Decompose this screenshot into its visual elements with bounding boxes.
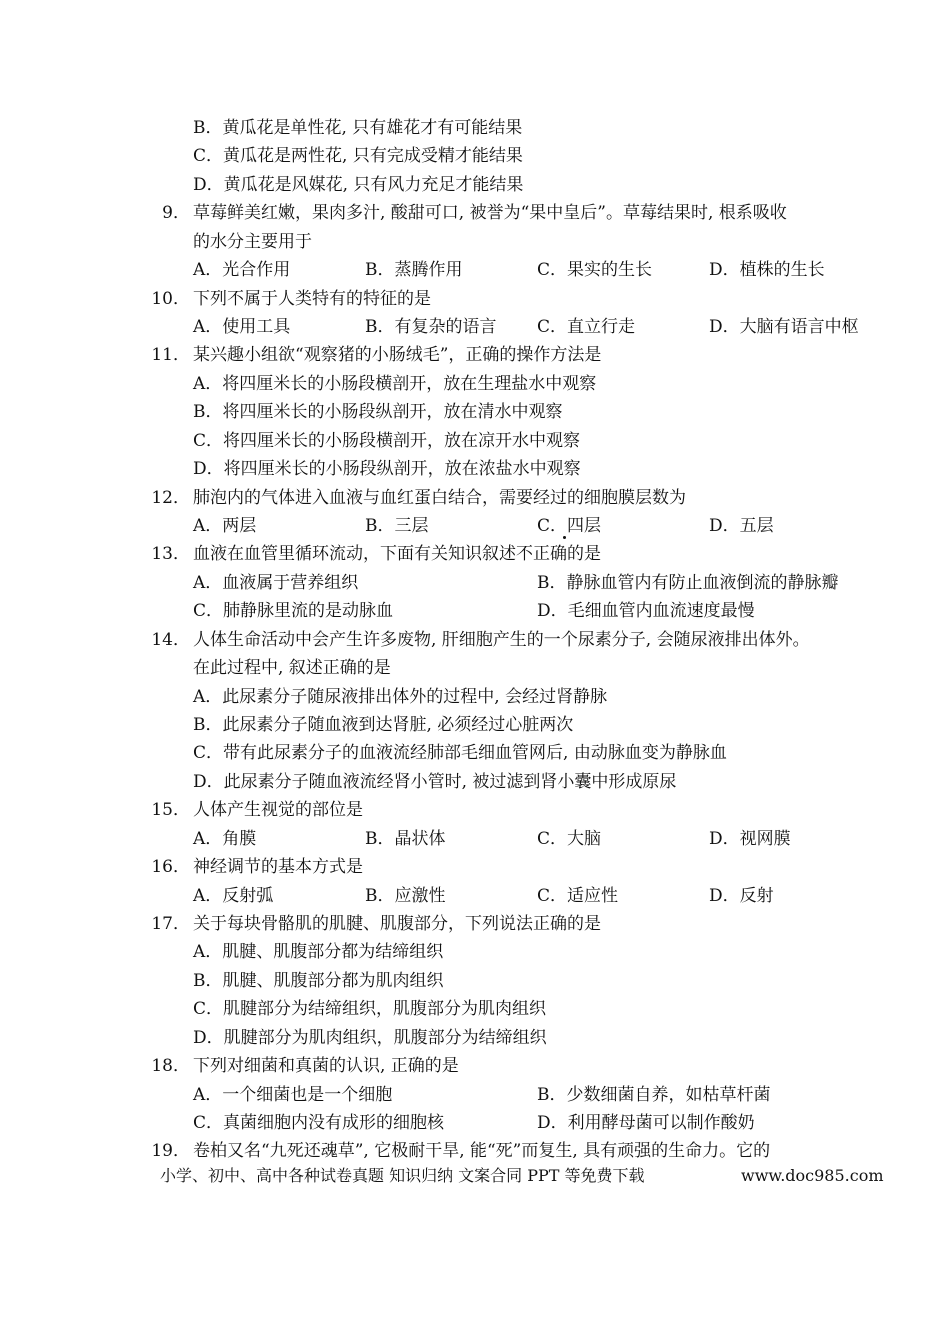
- question-line: [0, 199, 950, 227]
- answer-option: D．毛细血管内血流速度最慢: [537, 601, 755, 622]
- text-line: [0, 967, 950, 995]
- question-line: [0, 484, 950, 512]
- line-text: D．黄瓜花是风媒花, 只有风力充足才能结果: [193, 174, 524, 195]
- question-line: [0, 853, 950, 881]
- answer-option: A．一个细菌也是一个细胞: [193, 1084, 393, 1105]
- text-line: [0, 739, 950, 767]
- question-stem: 卷柏又名“九死还魂草”, 它极耐干旱, 能“死”而复生, 具有顽强的生命力。它的: [193, 1141, 771, 1162]
- answer-option: A．角膜: [193, 828, 257, 849]
- answer-option: B．晶状体: [365, 828, 446, 849]
- line-text: A．肌腱、肌腹部分都为结缔组织: [193, 942, 444, 963]
- text-line: [0, 995, 950, 1023]
- question-stem: 肺泡内的气体进入血液与血红蛋白结合，需要经过的细胞膜层数为: [193, 487, 686, 508]
- line-text: A．将四厘米长的小肠段横剖开，放在生理盐水中观察: [193, 373, 597, 394]
- question-stem: 草莓鲜美红嫩，果肉多汁, 酸甜可口, 被誉为“果中皇后”。草莓结果时, 根系吸收: [193, 203, 787, 224]
- line-text: B．黄瓜花是单性花, 只有雄花才有可能结果: [193, 118, 523, 138]
- text-line: [0, 654, 950, 682]
- question-number: 9．: [162, 203, 190, 224]
- question-number: 17．: [151, 914, 190, 935]
- answer-option: B．静脉血管内有防止血液倒流的静脉瓣: [537, 572, 839, 593]
- text-line: [0, 882, 950, 910]
- text-line: [0, 171, 950, 199]
- answer-option: B．少数细菌自养，如枯草杆菌: [537, 1084, 771, 1105]
- text-line: [0, 825, 950, 853]
- text-line: [0, 1024, 950, 1052]
- answer-option: A．血液属于营养组织: [193, 572, 359, 593]
- question-line: [0, 285, 950, 313]
- text-line: [0, 427, 950, 455]
- line-text: B．此尿素分子随血液到达肾脏, 必须经过心脏两次: [193, 715, 574, 736]
- answer-option: B．三层: [365, 516, 429, 537]
- question-stem: 下列不属于人类特有的特征的是: [193, 288, 431, 309]
- answer-option: D．反射: [709, 885, 774, 906]
- emphasis-dot: [563, 536, 566, 539]
- text-line: [0, 938, 950, 966]
- question-number: 15．: [151, 800, 190, 821]
- question-number: 12．: [151, 487, 190, 508]
- text-line: [0, 142, 950, 170]
- text-line: [0, 313, 950, 341]
- text-line: [0, 683, 950, 711]
- answer-option: C．四层: [537, 516, 602, 537]
- line-text: D．此尿素分子随血液流经肾小管时, 被过滤到肾小囊中形成原尿: [193, 771, 677, 792]
- question-line: [0, 910, 950, 938]
- line-text: B．将四厘米长的小肠段纵剖开，放在清水中观察: [193, 402, 563, 423]
- answer-option: D．五层: [709, 516, 774, 537]
- answer-option: A．光合作用: [193, 260, 291, 281]
- question-stem: 神经调节的基本方式是: [193, 857, 363, 878]
- answer-option: A．使用工具: [193, 317, 291, 337]
- question-stem: 人体生命活动中会产生许多废物, 肝细胞产生的一个尿素分子, 会随尿液排出体外。: [193, 629, 810, 650]
- question-stem: 下列对细菌和真菌的认识, 正确的是: [193, 1056, 459, 1077]
- answer-option: D．利用酵母菌可以制作酸奶: [537, 1113, 755, 1134]
- question-stem: 关于每块骨骼肌的肌腱、肌腹部分，下列说法正确的是: [193, 914, 601, 935]
- question-stem: 血液在血管里循环流动，下面有关知识叙述不正确的是: [193, 544, 601, 565]
- answer-option: D．视网膜: [709, 828, 791, 849]
- line-text: C．黄瓜花是两性花, 只有完成受精才能结果: [193, 146, 523, 167]
- answer-option: A．反射弧: [193, 885, 274, 906]
- footer-text: 小学、初中、高中各种试卷真题 知识归纳 文案合同 PPT 等免费下载: [160, 1166, 645, 1185]
- answer-option: C．适应性: [537, 885, 619, 906]
- line-text: B．肌腱、肌腹部分都为肌肉组织: [193, 970, 444, 991]
- answer-option: C．真菌细胞内没有成形的细胞核: [193, 1113, 445, 1134]
- question-number: 10．: [151, 288, 190, 309]
- answer-option: B．有复杂的语言: [365, 317, 497, 337]
- question-number: 16．: [151, 857, 190, 878]
- question-number: 11．: [151, 345, 190, 366]
- answer-option: A．两层: [193, 516, 257, 537]
- text-line: [0, 768, 950, 796]
- answer-option: C．大脑: [537, 828, 602, 849]
- text-line: [0, 711, 950, 739]
- text-line: [0, 114, 950, 142]
- answer-option: C．果实的生长: [537, 260, 653, 281]
- question-number: 19．: [151, 1141, 190, 1162]
- text-line: [0, 398, 950, 426]
- text-line: [0, 370, 950, 398]
- line-text: D．将四厘米长的小肠段纵剖开，放在浓盐水中观察: [193, 459, 581, 480]
- text-line: [0, 1081, 950, 1109]
- line-text: A．此尿素分子随尿液排出体外的过程中, 会经过肾静脉: [193, 686, 608, 707]
- line-text: C．将四厘米长的小肠段横剖开，放在凉开水中观察: [193, 430, 581, 451]
- line-text: D．肌腱部分为肌肉组织，肌腹部分为结缔组织: [193, 1027, 547, 1048]
- answer-option: B．应激性: [365, 885, 446, 906]
- answer-option: B．蒸腾作用: [365, 260, 463, 281]
- answer-option: D．大脑有语言中枢: [709, 317, 859, 337]
- question-number: 14．: [151, 629, 190, 650]
- question-line: [0, 1052, 950, 1080]
- text-line: [0, 569, 950, 597]
- line-text: C．带有此尿素分子的血液流经肺部毛细血管网后, 由动脉血变为静脉血: [193, 743, 727, 764]
- question-stem: 某兴趣小组欲“观察猪的小肠绒毛”，正确的操作方法是: [193, 345, 602, 366]
- question-line: [0, 796, 950, 824]
- answer-option: C．肺静脉里流的是动脉血: [193, 601, 394, 622]
- text-line: [0, 228, 950, 256]
- text-line: [0, 455, 950, 483]
- footer-url: www.doc985.com: [741, 1166, 884, 1185]
- question-stem: 人体产生视觉的部位是: [193, 800, 363, 821]
- question-number: 18．: [151, 1056, 190, 1077]
- answer-option: D．植株的生长: [709, 260, 825, 281]
- text-line: [0, 256, 950, 284]
- text-line: [0, 1109, 950, 1137]
- question-line: [0, 341, 950, 369]
- question-line: [0, 540, 950, 568]
- text-line: [0, 597, 950, 625]
- question-line: [0, 626, 950, 654]
- line-text: C．肌腱部分为结缔组织，肌腹部分为肌肉组织: [193, 999, 547, 1020]
- line-text: 的水分主要用于: [193, 231, 312, 252]
- line-text: 在此过程中, 叙述正确的是: [193, 658, 391, 679]
- answer-option: C．直立行走: [537, 317, 636, 337]
- text-line: [0, 512, 950, 540]
- question-number: 13．: [151, 544, 190, 565]
